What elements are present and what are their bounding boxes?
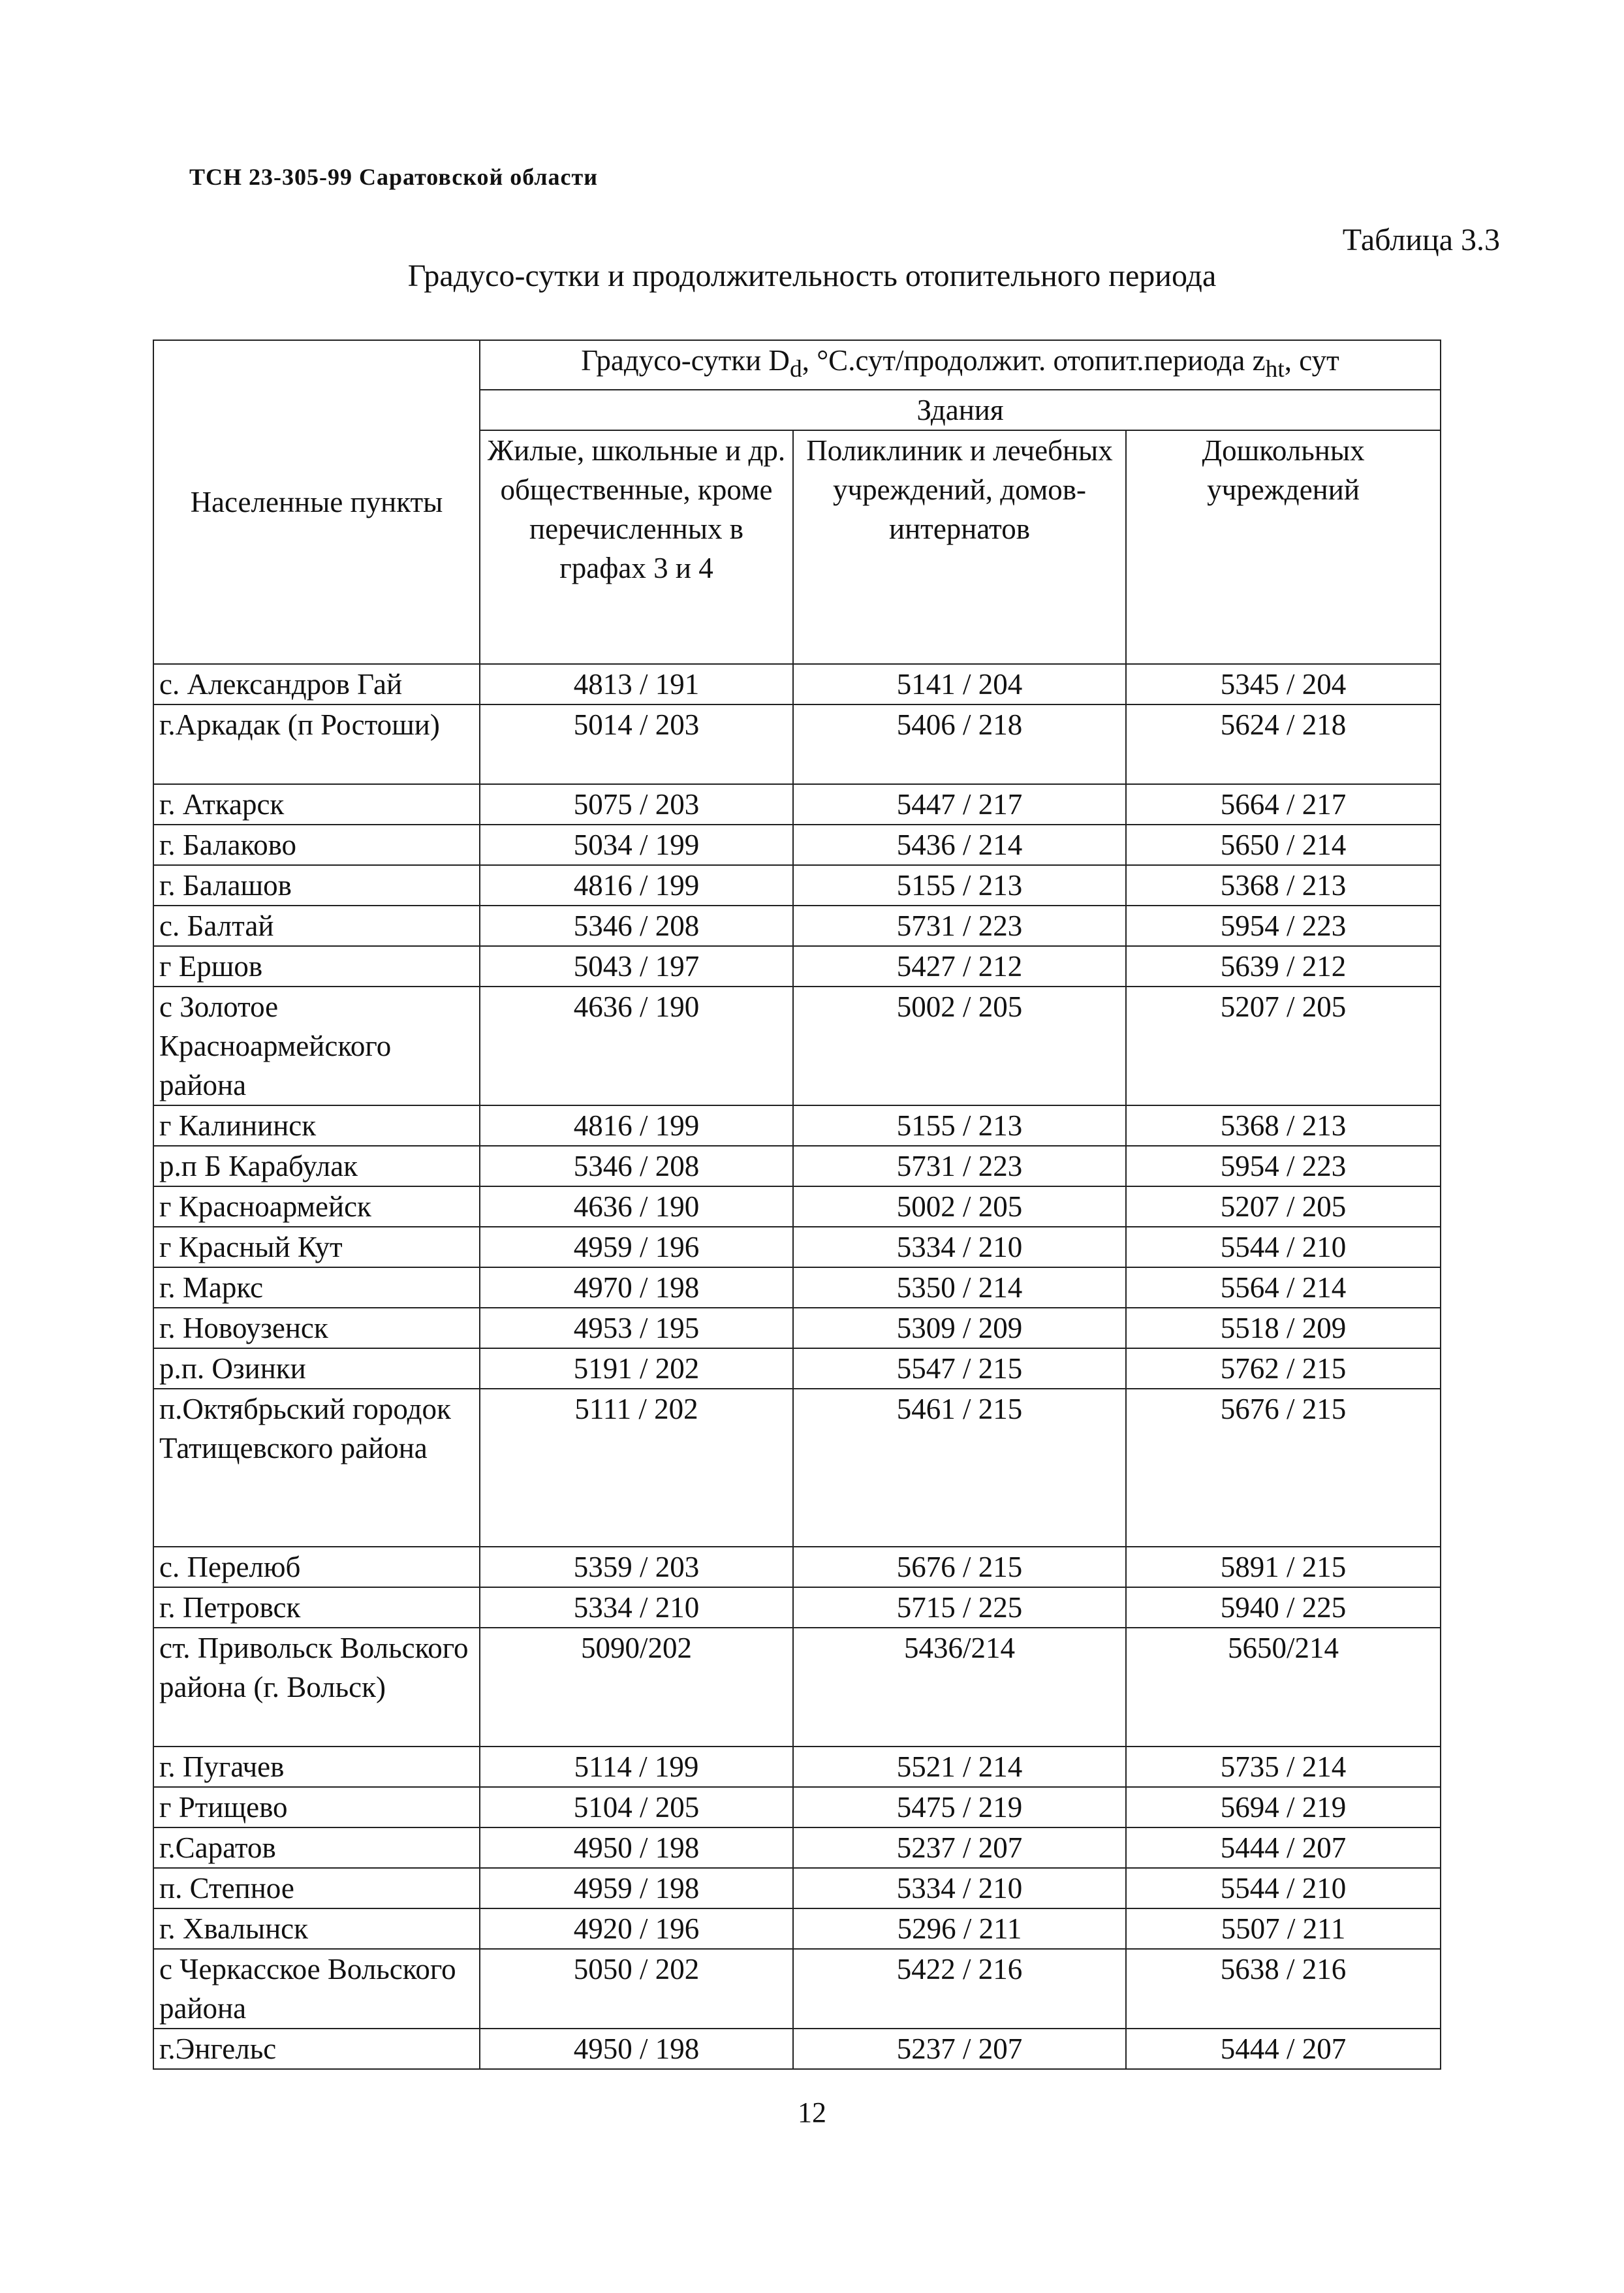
place-cell: г. Новоузенск (153, 1308, 480, 1348)
table-row (153, 664, 1441, 704)
table-row (153, 1908, 1441, 1949)
clinics-cell: 5436 / 214 (793, 825, 1126, 865)
clinics-cell: 5155 / 213 (793, 1105, 1126, 1146)
table-row (153, 946, 1441, 987)
clinics-cell: 5731 / 223 (793, 906, 1126, 946)
place-cell: г. Маркс (153, 1267, 480, 1308)
table-row (153, 1747, 1441, 1787)
residential-cell: 4813 / 191 (480, 664, 793, 704)
residential-cell: 4636 / 190 (480, 987, 793, 1105)
place-cell: ст. Привольск Вольского района (г. Вольск) (153, 1628, 480, 1747)
table-row (153, 704, 1441, 784)
preschool-cell: 5694 / 219 (1126, 1787, 1441, 1827)
document-header: ТСН 23-305-99 Саратовской области (189, 164, 598, 190)
place-cell: г. Петровск (153, 1587, 480, 1628)
residential-cell: 5111 / 202 (480, 1389, 793, 1547)
clinics-cell: 5715 / 225 (793, 1587, 1126, 1628)
table-row (153, 784, 1441, 825)
preschool-cell: 5954 / 223 (1126, 906, 1441, 946)
residential-cell: 4816 / 199 (480, 1105, 793, 1146)
place-cell: п. Степное (153, 1868, 480, 1908)
place-cell: с Черкасское Вольского района (153, 1949, 480, 2029)
residential-cell: 4953 / 195 (480, 1308, 793, 1348)
residential-cell: 5075 / 203 (480, 784, 793, 825)
preschool-cell: 5544 / 210 (1126, 1868, 1441, 1908)
preschool-cell: 5444 / 207 (1126, 2029, 1441, 2069)
clinics-cell: 5350 / 214 (793, 1267, 1126, 1308)
clinics-cell: 5334 / 210 (793, 1868, 1126, 1908)
preschool-cell: 5650/214 (1126, 1628, 1441, 1747)
table-body (153, 664, 1441, 2069)
table-title: Градусо-сутки и продолжительность отопительного периода (407, 259, 1217, 293)
clinics-cell: 5155 / 213 (793, 865, 1126, 906)
residential-cell: 5014 / 203 (480, 704, 793, 784)
place-cell: р.п. Озинки (153, 1348, 480, 1389)
table-row (153, 1227, 1441, 1267)
clinics-cell: 5002 / 205 (793, 987, 1126, 1105)
place-cell: г.Аркадак (п Ростоши) (153, 704, 480, 784)
table-label: Таблица 3.3 (1342, 223, 1500, 257)
preschool-cell: 5368 / 213 (1126, 865, 1441, 906)
preschool-cell: 5368 / 213 (1126, 1105, 1441, 1146)
table-row (153, 1267, 1441, 1308)
residential-cell: 5191 / 202 (480, 1348, 793, 1389)
residential-cell: 4970 / 198 (480, 1267, 793, 1308)
table-row (153, 1827, 1441, 1868)
clinics-cell: 5406 / 218 (793, 704, 1126, 784)
clinics-cell: 5141 / 204 (793, 664, 1126, 704)
col-header-residential: Жилые, школьные и др. общественные, кроме перечисленных в графах 3 и 4 (480, 430, 793, 664)
residential-cell: 4959 / 198 (480, 1868, 793, 1908)
clinics-cell: 5447 / 217 (793, 784, 1126, 825)
span-header-degree-days: Градусо-сутки $D_d$, °С.сут/продолжит. отопит.периода $z_{ht}$, сут (480, 340, 1441, 390)
preschool-cell: 5345 / 204 (1126, 664, 1441, 704)
residential-cell: 5114 / 199 (480, 1747, 793, 1787)
residential-cell: 5034 / 199 (480, 825, 793, 865)
preschool-cell: 5735 / 214 (1126, 1747, 1441, 1787)
place-cell: г. Балаково (153, 825, 480, 865)
place-cell: с Золотое Красноармейского района (153, 987, 480, 1105)
table-row (153, 1105, 1441, 1146)
residential-cell: 5104 / 205 (480, 1787, 793, 1827)
col-header-clinics: Поликлиник и лечебных учреждений, домов-интернатов (793, 430, 1126, 664)
table-row (153, 865, 1441, 906)
clinics-cell: 5237 / 207 (793, 1827, 1126, 1868)
residential-cell: 5043 / 197 (480, 946, 793, 987)
table-row (153, 1308, 1441, 1348)
preschool-cell: 5891 / 215 (1126, 1547, 1441, 1587)
place-cell: г.Саратов (153, 1827, 480, 1868)
page-number: 12 (798, 2096, 826, 2128)
clinics-cell: 5422 / 216 (793, 1949, 1126, 2029)
clinics-cell: 5521 / 214 (793, 1747, 1126, 1787)
residential-cell: 4950 / 198 (480, 2029, 793, 2069)
table-row (153, 2029, 1441, 2069)
clinics-cell: 5334 / 210 (793, 1227, 1126, 1267)
residential-cell: 4816 / 199 (480, 865, 793, 906)
preschool-cell: 5518 / 209 (1126, 1308, 1441, 1348)
preschool-cell: 5762 / 215 (1126, 1348, 1441, 1389)
preschool-cell: 5639 / 212 (1126, 946, 1441, 987)
clinics-cell: 5461 / 215 (793, 1389, 1126, 1547)
place-cell: г. Хвалынск (153, 1908, 480, 1949)
preschool-cell: 5207 / 205 (1126, 1186, 1441, 1227)
table-row (153, 1389, 1441, 1547)
preschool-cell: 5650 / 214 (1126, 825, 1441, 865)
table-row (153, 1868, 1441, 1908)
residential-cell: 4950 / 198 (480, 1827, 793, 1868)
preschool-cell: 5954 / 223 (1126, 1146, 1441, 1186)
preschool-cell: 5664 / 217 (1126, 784, 1441, 825)
place-cell: р.п Б Карабулак (153, 1146, 480, 1186)
place-cell: г Ртищево (153, 1787, 480, 1827)
table-row (153, 1628, 1441, 1747)
clinics-cell: 5309 / 209 (793, 1308, 1126, 1348)
clinics-cell: 5002 / 205 (793, 1186, 1126, 1227)
preschool-cell: 5676 / 215 (1126, 1389, 1441, 1547)
place-cell: г. Балашов (153, 865, 480, 906)
place-cell: г.Энгельс (153, 2029, 480, 2069)
table-row (153, 1348, 1441, 1389)
span-header-buildings: Здания (480, 390, 1441, 430)
place-cell: г Ершов (153, 946, 480, 987)
residential-cell: 5090/202 (480, 1628, 793, 1747)
clinics-cell: 5436/214 (793, 1628, 1126, 1747)
preschool-cell: 5207 / 205 (1126, 987, 1441, 1105)
residential-cell: 4959 / 196 (480, 1227, 793, 1267)
col-header-places: Населенные пункты (153, 340, 480, 664)
table-row (153, 825, 1441, 865)
residential-cell: 5334 / 210 (480, 1587, 793, 1628)
preschool-cell: 5544 / 210 (1126, 1227, 1441, 1267)
table-row (153, 1949, 1441, 2029)
place-cell: с. Перелюб (153, 1547, 480, 1587)
clinics-cell: 5676 / 215 (793, 1547, 1126, 1587)
place-cell: г. Пугачев (153, 1747, 480, 1787)
table-row (153, 906, 1441, 946)
preschool-cell: 5444 / 207 (1126, 1827, 1441, 1868)
place-cell: с. Александров Гай (153, 664, 480, 704)
residential-cell: 5346 / 208 (480, 906, 793, 946)
clinics-cell: 5237 / 207 (793, 2029, 1126, 2069)
clinics-cell: 5731 / 223 (793, 1146, 1126, 1186)
place-cell: г Калининск (153, 1105, 480, 1146)
clinics-cell: 5296 / 211 (793, 1908, 1126, 1949)
preschool-cell: 5507 / 211 (1126, 1908, 1441, 1949)
place-cell: с. Балтай (153, 906, 480, 946)
preschool-cell: 5564 / 214 (1126, 1267, 1441, 1308)
place-cell: г Красный Кут (153, 1227, 480, 1267)
table-row (153, 1186, 1441, 1227)
residential-cell: 5050 / 202 (480, 1949, 793, 2029)
residential-cell: 5359 / 203 (480, 1547, 793, 1587)
place-cell: г Красноармейск (153, 1186, 480, 1227)
place-cell: г. Аткарск (153, 784, 480, 825)
preschool-cell: 5624 / 218 (1126, 704, 1441, 784)
col-header-preschool: Дошкольных учреждений (1126, 430, 1441, 664)
preschool-cell: 5940 / 225 (1126, 1587, 1441, 1628)
residential-cell: 4920 / 196 (480, 1908, 793, 1949)
clinics-cell: 5547 / 215 (793, 1348, 1126, 1389)
table-row (153, 1547, 1441, 1587)
table-row (153, 1146, 1441, 1186)
table-row (153, 1787, 1441, 1827)
table-row (153, 1587, 1441, 1628)
table-row (153, 987, 1441, 1105)
heating-degree-days-table (153, 340, 1441, 2070)
clinics-cell: 5427 / 212 (793, 946, 1126, 987)
preschool-cell: 5638 / 216 (1126, 1949, 1441, 2029)
clinics-cell: 5475 / 219 (793, 1787, 1126, 1827)
residential-cell: 4636 / 190 (480, 1186, 793, 1227)
residential-cell: 5346 / 208 (480, 1146, 793, 1186)
place-cell: п.Октябрьский городок Татищевского района (153, 1389, 480, 1547)
